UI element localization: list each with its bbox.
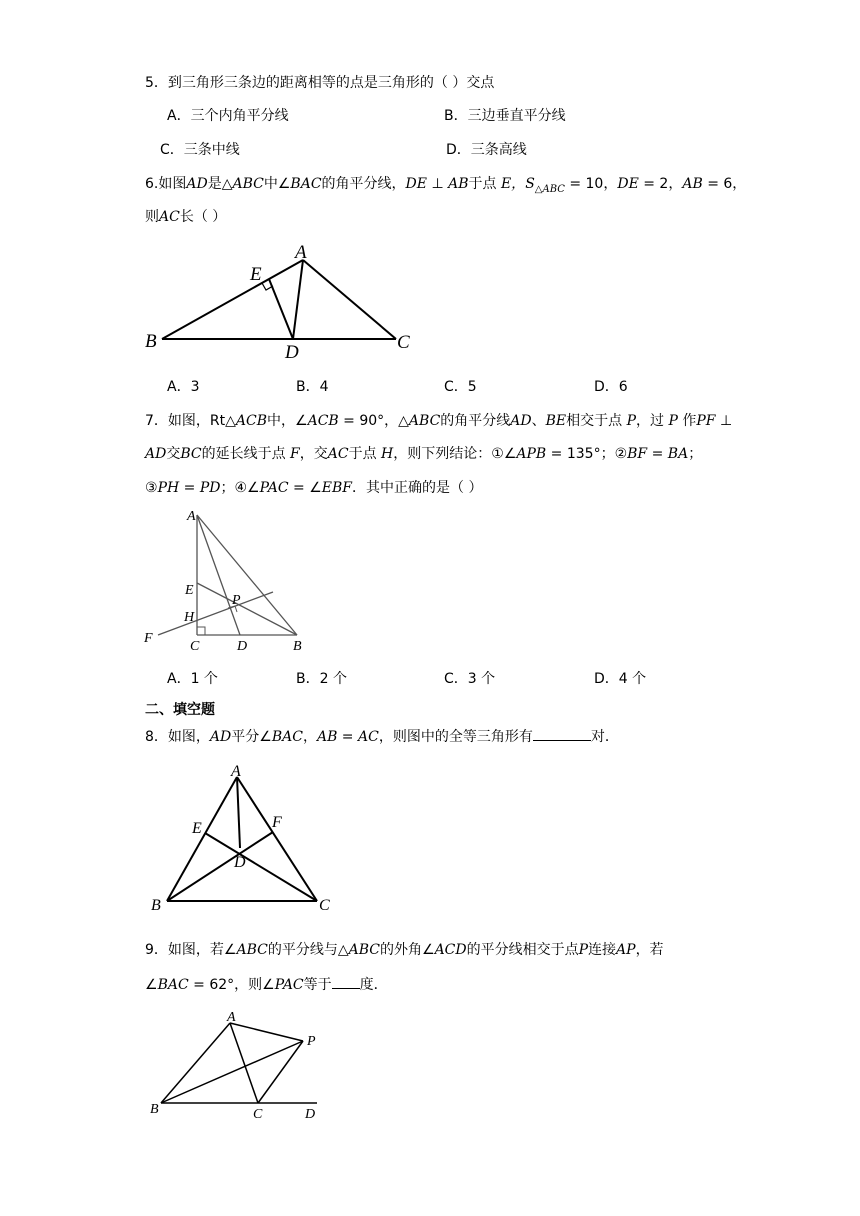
text: 等于 [303, 977, 332, 993]
math: S [525, 176, 535, 192]
label-d: D [285, 342, 299, 363]
segment-ce [205, 833, 317, 901]
q7-figure [140, 505, 320, 655]
segment-ba [162, 260, 303, 339]
text: 的角平分线 [440, 413, 511, 429]
q6-figure [140, 240, 420, 365]
math: F [285, 446, 300, 462]
segment-ap [230, 1023, 303, 1041]
math: EBF [321, 480, 352, 496]
segment-ad [237, 777, 240, 848]
q7-option-b: B．2 个 [296, 671, 347, 687]
text: 平分∠ [231, 729, 272, 745]
math: ABC [348, 942, 380, 958]
segment-ed [269, 279, 293, 339]
math: AB [682, 176, 703, 192]
math: AP [616, 942, 636, 958]
math: PD [199, 480, 221, 496]
q6-number: 6. [145, 176, 159, 192]
math: PH [157, 480, 180, 496]
math: ACB [235, 413, 268, 429]
label-d: D [305, 1107, 316, 1122]
math: AC [358, 729, 379, 745]
segment-ad [293, 260, 303, 339]
q6-option-a: A．3 [167, 379, 200, 395]
q5-option-a: A．三个内角平分线 [167, 108, 289, 124]
math: ACB [307, 413, 339, 429]
text: = [647, 446, 668, 462]
label-c: C [190, 639, 200, 654]
label-d: D [237, 639, 248, 654]
text: 相交于点 [566, 413, 623, 429]
text: = 6， [702, 176, 747, 192]
text: 8．如图， [145, 729, 210, 745]
text: 连接 [588, 942, 617, 958]
math: BAC [290, 176, 322, 192]
text: ，则下列结论：①∠ [393, 446, 517, 462]
math: AD [145, 446, 167, 462]
math: APB [516, 446, 547, 462]
q9-stem-line1 [145, 940, 664, 960]
text: 9．如图，若∠ [145, 942, 237, 958]
text: = [179, 480, 200, 496]
segment-ac [303, 260, 396, 339]
q6-option-d: D．6 [594, 379, 628, 395]
math: ACD [434, 942, 467, 958]
math: DE [617, 176, 639, 192]
math: PAC [259, 480, 289, 496]
math: AB [448, 176, 469, 192]
math: PF [696, 413, 716, 429]
segment-ab [197, 515, 297, 635]
q7-stem-line2 [145, 444, 702, 464]
math: AD [186, 176, 208, 192]
label-e: E [250, 264, 262, 285]
label-c: C [397, 332, 410, 353]
text: = ∠ [288, 480, 322, 496]
q9-stem-line2 [145, 974, 388, 995]
text: ； [688, 446, 703, 462]
text: 则 [145, 209, 159, 225]
text: ③ [145, 480, 158, 496]
label-a: A [227, 1010, 236, 1025]
math: AD [209, 729, 232, 745]
math: BAC [157, 977, 189, 993]
math: ABC [236, 942, 268, 958]
text: 于点 [468, 176, 497, 192]
math: ABC [408, 413, 441, 429]
label-b: B [293, 639, 302, 654]
label-c: C [253, 1107, 263, 1122]
label-a: A [187, 509, 196, 524]
text: ；④∠ [220, 480, 260, 496]
text: ，则图中的全等三角形有 [378, 729, 533, 745]
answer-blank[interactable] [332, 974, 360, 989]
segment-ab [167, 777, 237, 901]
label-f: F [144, 631, 153, 646]
q7-stem-line1 [145, 411, 732, 431]
section-heading-fill-in: 二、填空题 [145, 702, 215, 718]
text: 长（ ） [179, 209, 227, 225]
text: ⊥ [715, 413, 733, 429]
text: = 2， [638, 176, 683, 192]
text: 中∠ [263, 176, 291, 192]
text: 对． [590, 729, 619, 745]
segment-ac [237, 777, 317, 901]
text: = 135°；② [546, 446, 628, 462]
label-e: E [192, 820, 202, 837]
q7-option-a: A．1 个 [167, 671, 218, 687]
math: BF [627, 446, 648, 462]
math: BE [545, 413, 567, 429]
text: ⊥ [427, 176, 449, 192]
text: = 62°，则∠ [188, 977, 275, 993]
math-subscript: △ABC [534, 183, 565, 195]
text: 的外角∠ [380, 942, 435, 958]
text: 作 [677, 413, 697, 429]
math: E， [496, 176, 526, 192]
text: 的角平分线， [321, 176, 406, 192]
label-f: F [272, 814, 282, 831]
text: 是△ [207, 176, 233, 192]
q5-option-c: C．三条中线 [160, 142, 240, 158]
label-b: B [150, 1102, 159, 1117]
math: PAC [274, 977, 304, 993]
q5-option-b: B．三边垂直平分线 [444, 108, 566, 124]
text: 交 [166, 446, 181, 462]
text: ，若 [635, 942, 664, 958]
text: 、 [531, 413, 546, 429]
q7-stem-line3 [145, 478, 482, 498]
q5-stem: 5．到三角形三条边的距离相等的点是三角形的（ ）交点 [145, 75, 495, 91]
math: BC [180, 446, 202, 462]
label-b: B [145, 331, 157, 352]
text: = 90°，△ [338, 413, 409, 429]
math: BAC [271, 729, 303, 745]
text: 的平分线相交于点 [466, 942, 579, 958]
right-angle-c [197, 627, 205, 635]
math: P [622, 413, 637, 429]
text: 于点 [348, 446, 377, 462]
text: ，过 [636, 413, 665, 429]
q6-stem-line2 [145, 207, 226, 227]
text: ，交 [299, 446, 328, 462]
label-a: A [231, 763, 241, 780]
math: AC [327, 446, 349, 462]
q6-stem-line1 [145, 174, 746, 200]
math: P [664, 413, 678, 429]
text: 的延长线于点 [201, 446, 286, 462]
text: 如图 [158, 176, 187, 192]
answer-blank[interactable] [533, 726, 591, 741]
segment-bp [161, 1041, 303, 1103]
segment-ad [197, 515, 240, 635]
math: H [376, 446, 394, 462]
math: AB [316, 729, 338, 745]
q8-stem [145, 726, 619, 747]
text: 的平分线与△ [267, 942, 349, 958]
text: 度． [359, 977, 388, 993]
label-a: A [295, 242, 307, 263]
text: ．其中正确的是（ ） [352, 480, 483, 496]
q5-option-d: D．三条高线 [446, 142, 527, 158]
segment-be [197, 583, 297, 635]
text: = [337, 729, 358, 745]
label-p: P [232, 593, 241, 608]
q6-option-b: B．4 [296, 379, 329, 395]
q7-option-d: D．4 个 [594, 671, 647, 687]
label-h: H [184, 610, 195, 625]
text: 7．如图，Rt△ [145, 413, 236, 429]
text: 中，∠ [267, 413, 308, 429]
q8-figure [145, 760, 345, 915]
math: DE [405, 176, 427, 192]
label-c: C [319, 897, 330, 914]
math: P [578, 942, 589, 958]
math: BA [667, 446, 689, 462]
text: ∠ [145, 977, 158, 993]
label-b: B [151, 897, 161, 914]
text: = 10， [564, 176, 618, 192]
q6-option-c: C．5 [444, 379, 477, 395]
label-d: D [234, 854, 246, 871]
math: ABC [232, 176, 264, 192]
segment-ba [161, 1023, 230, 1103]
q7-option-c: C．3 个 [444, 671, 496, 687]
text: ， [302, 729, 317, 745]
math: AC [159, 209, 180, 225]
label-e: E [185, 583, 194, 598]
label-p: P [307, 1034, 316, 1049]
math: AD [510, 413, 532, 429]
q9-figure [145, 1005, 335, 1125]
